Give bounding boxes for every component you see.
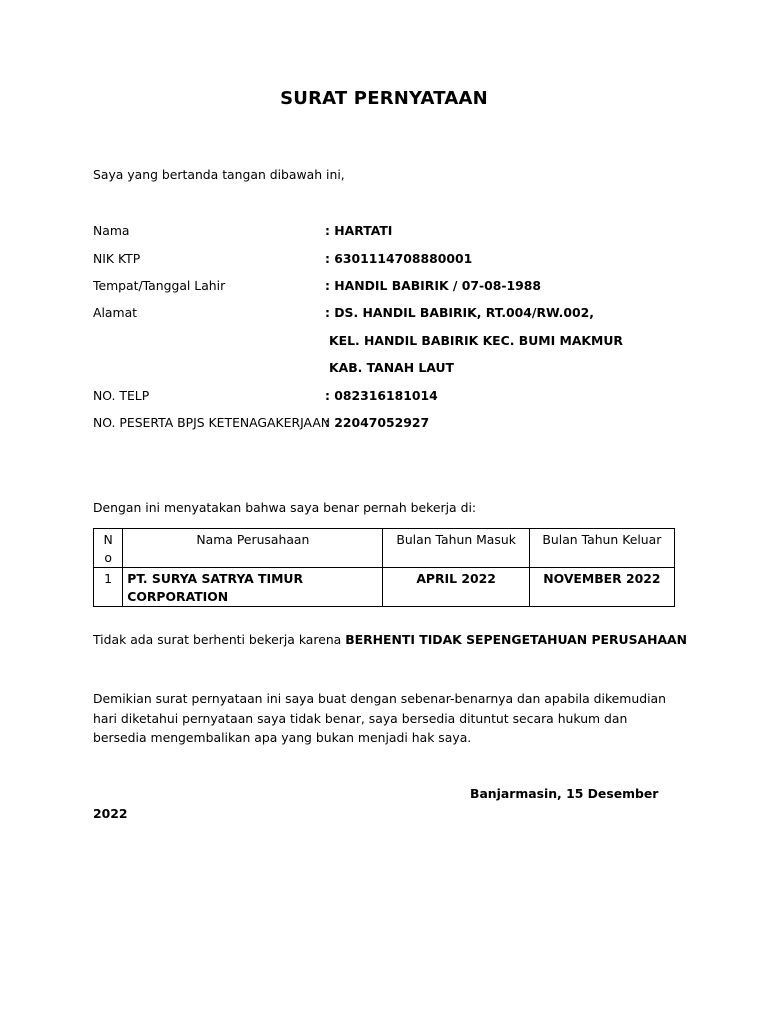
no-letter-prefix: Tidak ada surat berhenti bekerja karena [93,632,346,647]
row-end: NOVEMBER 2022 [529,568,674,607]
field-value-nik: : 6301114708880001 [325,251,473,266]
intro-text: Saya yang bertanda tangan dibawah ini, [93,167,345,182]
field-value-bpjs: : 22047052927 [325,415,430,430]
field-label-phone: NO. TELP [93,388,150,403]
field-label-nik: NIK KTP [93,251,141,266]
header-no [94,529,123,568]
closing-line-2: hari diketahui pernyataan saya tidak benar, saya bersedia dituntut secara hukum dan [93,710,628,726]
field-label-bpjs: NO. PESERTA BPJS KETENAGAKERJAAN [93,415,331,430]
field-value-birth: : HANDIL BABIRIK / 07-08-1988 [325,278,541,293]
row-start: APRIL 2022 [383,568,529,607]
no-letter-text [93,632,687,647]
row-no: 1 [94,568,123,607]
statement-text: Dengan ini menyatakan bahwa saya benar pernah bekerja di: [93,500,477,515]
field-value-address-3: KAB. TANAH LAUT [329,360,454,375]
field-label-name: Nama [93,223,130,238]
closing-line-1: Demikian surat pernyataan ini saya buat dengan sebenar-benarnya dan apabila dikemudian [93,691,666,706]
row-company: PT. SURYA SATRYA TIMUR CORPORATION [123,568,383,607]
date-year: 2022 [93,806,128,821]
header-no-line-2: o [104,550,112,565]
document-title: SURAT PERNYATAAN [280,88,488,109]
field-value-phone: : 082316181014 [325,388,438,403]
field-label-address: Alamat [93,305,138,320]
table-header-row [94,529,675,568]
field-value-name: : HARTATI [325,223,393,238]
field-value-address-2: KEL. HANDIL BABIRIK KEC. BUMI MAKMUR [329,333,623,348]
header-end: Bulan Tahun Keluar [529,529,674,568]
field-label-birth: Tempat/Tanggal Lahir [93,278,226,293]
table-row [94,568,675,607]
header-no-line-1: N [103,532,113,547]
closing-line-3: bersedia mengembalikan apa yang bukan menjadi hak saya. [93,730,472,745]
employment-table [93,528,675,607]
closing-paragraph [93,689,683,748]
header-start: Bulan Tahun Masuk [383,529,529,568]
no-letter-reason: BERHENTI TIDAK SEPENGETAHUAN PERUSAHAAN [345,632,688,647]
field-value-address-1: : DS. HANDIL BABIRIK, RT.004/RW.002, [325,305,594,320]
header-company: Nama Perusahaan [123,529,383,568]
place-date: Banjarmasin, 15 Desember [470,786,659,801]
